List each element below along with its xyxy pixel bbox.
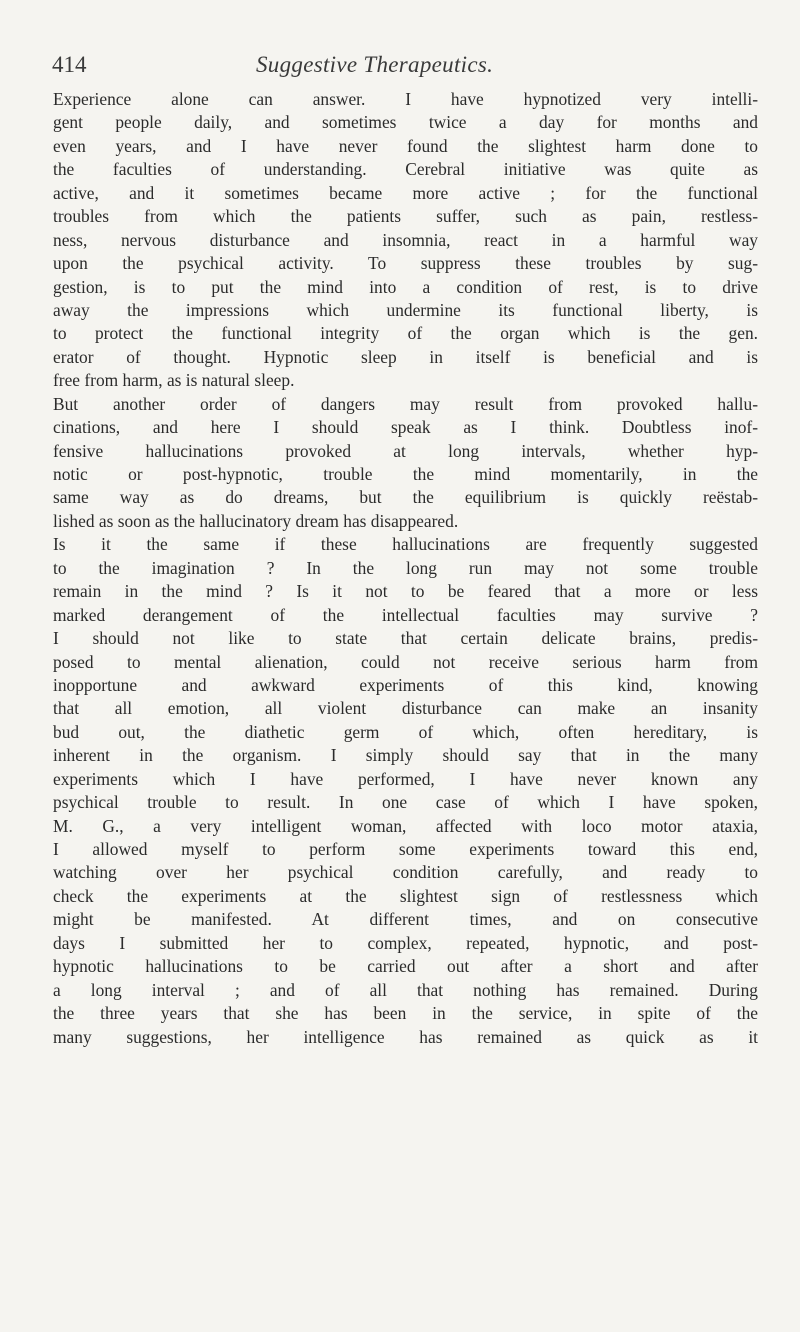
text-line: inopportune and awkward experiments of this kind, knowing	[53, 674, 758, 695]
text-line: notic or post-hypnotic, trouble the mind momentarily, in the	[53, 464, 758, 484]
text-line: posed to mental alienation, could not receive serious harm from	[53, 651, 758, 672]
text-line: I allowed myself to perform some experiments toward this end,	[53, 839, 758, 859]
text-line: bud out, the diathetic germ of which, often hereditary, is	[53, 721, 758, 742]
text-line: M. G., a very intelligent woman, affected with loco motor ataxia,	[53, 815, 758, 836]
text-line: check the experiments at the slightest sign of restlessness which	[53, 885, 758, 906]
text-line: But another order of dangers may result from provoked hallu-	[53, 393, 758, 414]
text-line: troubles from which the patients suffer, such as pain, restless-	[53, 206, 758, 227]
text-line: I should not like to state that certain delicate brains, predis-	[53, 628, 758, 649]
text-line: psychical trouble to result. In one case of which I have spoken,	[53, 792, 758, 813]
text-line: inherent in the organism. I simply should say that in the many	[53, 745, 758, 766]
running-title: Suggestive Therapeutics.	[256, 52, 494, 77]
text-line: gent people daily, and sometimes twice a day for months and	[53, 112, 758, 133]
text-line: erator of thought. Hypnotic sleep in itself is beneficial and is	[53, 346, 758, 367]
text-line: Is it the same if these hallucinations are frequently suggested	[53, 534, 758, 555]
text-line: to protect the functional integrity of the organ which is the gen.	[53, 323, 758, 344]
text-line: free from harm, as is natural sleep.	[53, 370, 295, 391]
page-number: 414	[52, 52, 87, 77]
text-line: experiments which I have performed, I have never known any	[53, 768, 758, 789]
text-line: fensive hallucinations provoked at long intervals, whether hyp-	[53, 440, 758, 461]
text-line: gestion, is to put the mind into a condition of rest, is to drive	[53, 276, 758, 297]
text-line: ness, nervous disturbance and insomnia, react in a harmful way	[53, 229, 758, 250]
text-line: away the impressions which undermine its functional liberty, is	[53, 299, 758, 320]
text-line: cinations, and here I should speak as I think. Doubtless inof-	[53, 417, 758, 438]
text-line: even years, and I have never found the slightest harm done to	[53, 135, 758, 156]
text-line: marked derangement of the intellectual faculties may survive ?	[53, 604, 758, 625]
body-text	[53, 88, 758, 1049]
text-line: a long interval ; and of all that nothing has remained. During	[53, 979, 758, 1000]
text-line: hypnotic hallucinations to be carried out after a short and after	[53, 956, 758, 977]
page-header	[52, 50, 752, 82]
text-line: the faculties of understanding. Cerebral initiative was quite as	[53, 159, 758, 180]
text-line: same way as do dreams, but the equilibrium is quickly reëstab-	[53, 487, 758, 508]
text-line: that all emotion, all violent disturbance can make an insanity	[53, 698, 758, 719]
text-line: days I submitted her to complex, repeated, hypnotic, and post-	[53, 932, 758, 953]
text-line: Experience alone can answer. I have hypnotized very intelli-	[53, 89, 758, 109]
text-line: to the imagination ? In the long run may not some trouble	[53, 557, 758, 578]
text-line: many suggestions, her intelligence has remained as quick as it	[53, 1026, 758, 1047]
text-line: active, and it sometimes became more active ; for the functional	[53, 182, 758, 203]
text-line: watching over her psychical condition carefully, and ready to	[53, 862, 758, 883]
text-line: lished as soon as the hallucinatory dream has disappeared.	[53, 510, 459, 531]
text-line: the three years that she has been in the service, in spite of the	[53, 1003, 758, 1024]
text-line: might be manifested. At different times, and on consecutive	[53, 909, 758, 930]
text-line: remain in the mind ? Is it not to be feared that a more or less	[53, 581, 758, 602]
text-line: upon the psychical activity. To suppress these troubles by sug-	[53, 253, 758, 274]
